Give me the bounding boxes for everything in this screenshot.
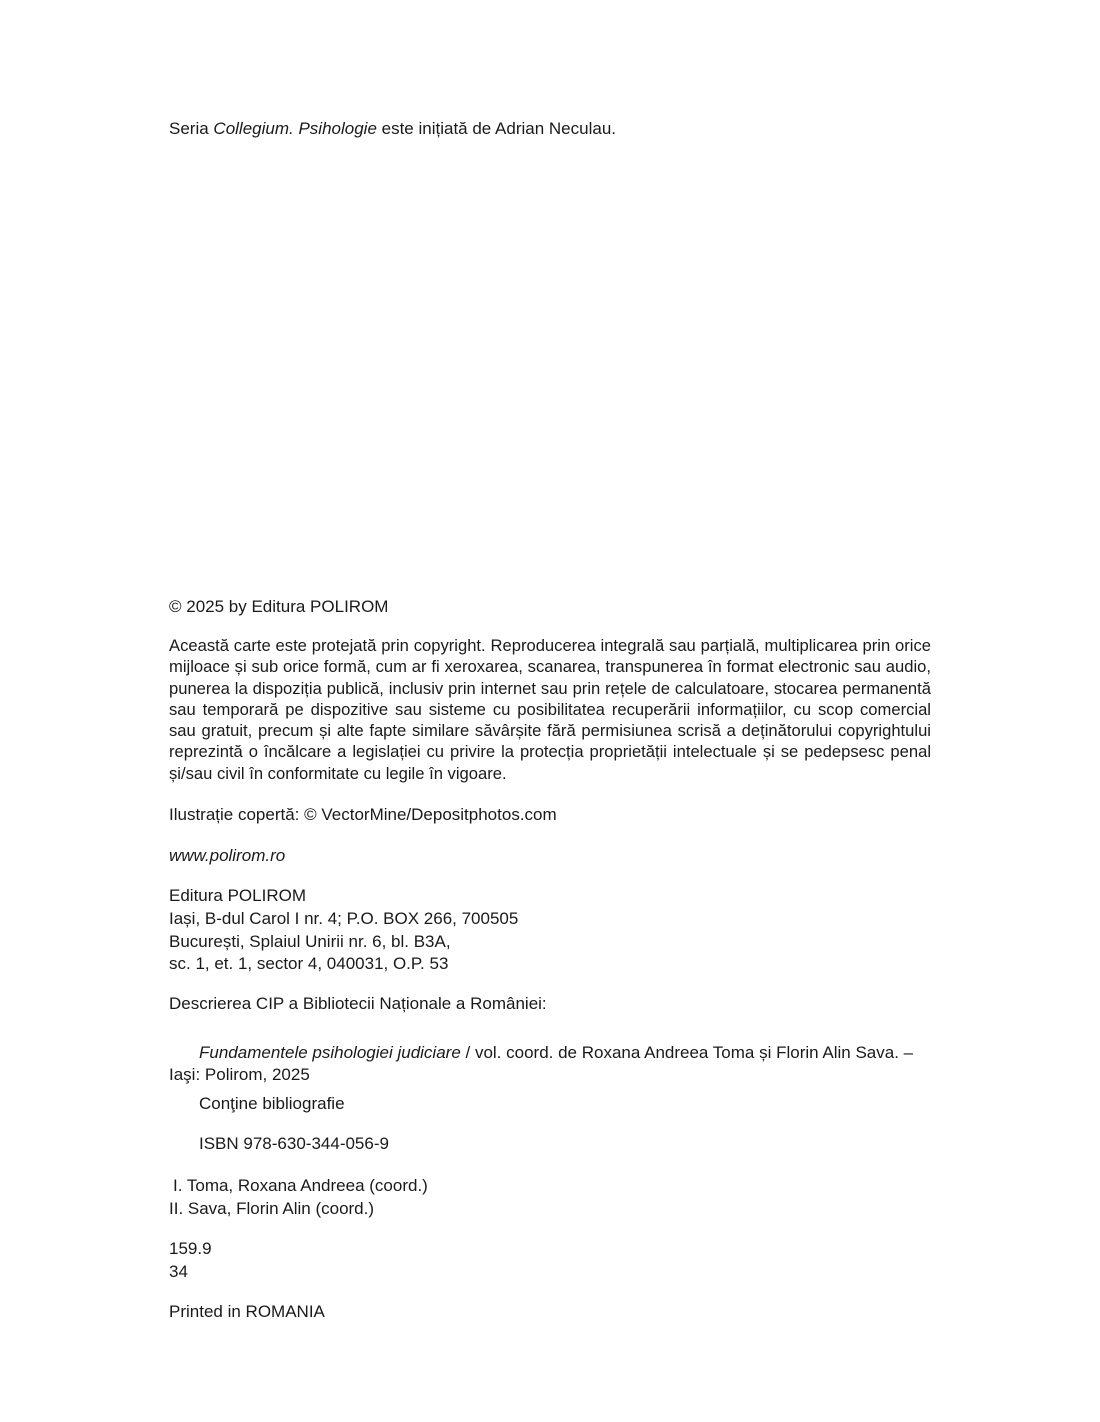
- cip-contents: Conţine bibliografie: [199, 1094, 345, 1113]
- series-statement: [169, 118, 931, 140]
- classification-1: 159.9: [169, 1239, 212, 1258]
- cip-heading: Descrierea CIP a Bibliotecii Naționale a României:: [169, 994, 547, 1013]
- cip-coordinators: [169, 1174, 931, 1220]
- address-line-3: București, Splaiul Unirii nr. 6, bl. B3A,: [169, 931, 451, 951]
- series-prefix: Seria: [169, 119, 214, 138]
- cip-entry: [169, 1042, 931, 1086]
- copyright-line: © 2025 by Editura POLIROM: [169, 597, 389, 616]
- cip-isbn: ISBN 978-630-344-056-9: [199, 1134, 389, 1153]
- illustration-credit: Ilustrație copertă: © VectorMine/Depositphotos.com: [169, 805, 557, 824]
- address-line-4: sc. 1, et. 1, sector 4, 040031, O.P. 53: [169, 954, 449, 974]
- classification-2: 34: [169, 1262, 188, 1281]
- cip-book-title: Fundamentele psihologiei judiciare: [199, 1043, 461, 1062]
- cip-book-line: [169, 1043, 913, 1062]
- rights-notice: Această carte este protejată prin copyright. Reproducerea integrală sau parțială, multiplicarea prin orice mijloace și sub orice formă, cum ar fi xeroxarea, scanarea, transpunerea în format electronic sau audio, punerea la dispoziția publică, inclusiv prin internet sau prin rețele de calculatoare, stocarea permanentă sau temporară pe dispozitive sau sisteme cu posibilitatea recuperării informațiilor, cu scop comercial sau gratuit, precum și alte fapte similare săvârșite fără permisiunea scrisă a deținătorului copyrightului reprezintă o încălcare a legislației cu privire la protecția proprietății intelectuale și se pedepsesc penal și/sau civil în conformitate cu legile în vigoare.: [169, 636, 931, 783]
- cip-book-rest: / vol. coord. de Roxana Andreea Toma și Florin Alin Sava. –: [460, 1043, 914, 1062]
- address-line-1: Editura POLIROM: [169, 886, 306, 905]
- printed-in: Printed in ROMANIA: [169, 1302, 325, 1321]
- series-name: Collegium. Psihologie: [213, 119, 377, 138]
- publisher-website[interactable]: www.polirom.ro: [169, 846, 286, 865]
- cip-classification: [169, 1237, 931, 1283]
- series-suffix: este inițiată de Adrian Neculau.: [376, 119, 617, 138]
- coordinator-2: II. Sava, Florin Alin (coord.): [169, 1199, 375, 1218]
- address-line-2: Iași, B-dul Carol I nr. 4; P.O. BOX 266, 700505: [169, 908, 519, 928]
- publisher-address: [169, 885, 931, 976]
- coordinator-1: I. Toma, Roxana Andreea (coord.): [173, 1176, 428, 1195]
- cip-imprint: Iaşi: Polirom, 2025: [169, 1065, 310, 1084]
